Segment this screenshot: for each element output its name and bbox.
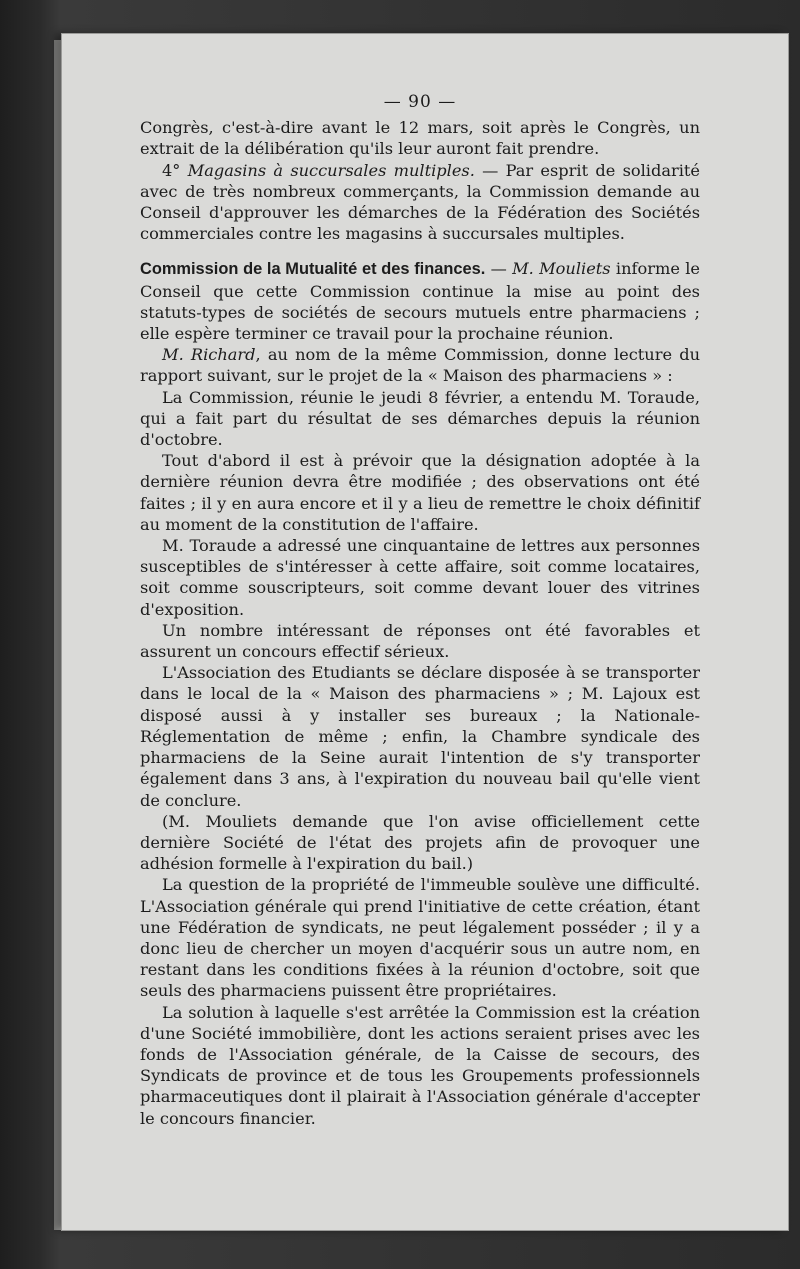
section-heading: Commission de la Mutualité et des finances. bbox=[140, 260, 486, 279]
page-text bbox=[140, 92, 700, 1129]
paragraph-4-speaker: M. Richard bbox=[162, 345, 256, 365]
section-paragraph bbox=[140, 258, 700, 344]
paragraph-4 bbox=[140, 344, 700, 386]
item-title: Magasins à succursales multiples. bbox=[187, 160, 475, 180]
section-dash: — bbox=[485, 259, 513, 279]
paragraph-11: La question de la propriété de l'immeuble soulève une difficulté. L'Association générale qui prend l'initiative de cette création, étant une Fédération de syndicats, ne peut légalement posséder ; il y a donc lieu de chercher un moyen d'acquérir sous un autre nom, en restant dans les conditions fixées à la réunion d'octobre, soit que seuls des pharmaciens puissent être propriétaires. bbox=[140, 875, 700, 1001]
item-text: — Par esprit de solidarité avec de très nombreux commerçants, la Commission demande au Conseil d'approuver les démarches de la Fédération des Sociétés commerciales contre les magasins à succursales multiples. bbox=[140, 160, 700, 244]
paragraph-6: Tout d'abord il est à prévoir que la désignation adoptée à la dernière réunion devra être modifiée ; des observations ont été faites ; il y en aura encore et il y a lieu de remettre le choix définitif au moment de la constitution de l'affaire. bbox=[140, 451, 700, 534]
item-number: 4° bbox=[162, 160, 188, 180]
paragraph-12: La solution à laquelle s'est arrêtée la Commission est la création d'une Société immobilière, dont les actions seraient prises avec les fonds de l'Association générale, de la Caisse de secours, des Syndicats de province et de tous les Groupements professionnels pharmaceutiques dont il plairait à l'Association générale d'accepter le concours financier. bbox=[140, 1002, 700, 1128]
paragraph-10: (M. Mouliets demande que l'on avise officiellement cette dernière Société de l'état des projets afin de provoquer une adhésion formelle à l'expiration du bail.) bbox=[140, 811, 700, 874]
paragraph-5: La Commission, réunie le jeudi 8 février, a entendu M. Toraude, qui a fait part du résultat de ses démarches depuis la réunion d'octobre. bbox=[140, 387, 700, 450]
paragraph-2 bbox=[140, 160, 700, 245]
paragraph-9: L'Association des Etudiants se déclare disposée à se transporter dans le local de la « Maison des pharmaciens » ; M. Lajoux est disposé aussi à y installer ses bureaux ; la Nationale-Réglementation de même ; enfin, la Chambre syndicale des pharmaciens de la Seine aurait l'intention de s'y transporter également dans 3 ans, à l'expiration du nouveau bail qu'elle vient de conclure. bbox=[140, 663, 700, 810]
paragraph-1: Congrès, c'est-à-dire avant le 12 mars, soit après le Congrès, un extrait de la délibération qu'ils leur auront fait prendre. bbox=[140, 118, 700, 159]
paragraph-7: M. Toraude a adressé une cinquantaine de lettres aux personnes susceptibles de s'intéresser à cette affaire, soit comme locataires, soit comme souscripteurs, soit comme devant louer des vitrines d'exposition. bbox=[140, 536, 700, 619]
section-speaker: M. Mouliets bbox=[512, 259, 611, 279]
paragraph-4-text: , au nom de la même Commission, donne lecture du rapport suivant, sur le projet de la « Maison des pharmaciens » : bbox=[140, 345, 700, 386]
section-text: informe le Conseil que cette Commission continue la mise au point des statuts-types de sociétés de secours mutuels entre pharmaciens ; elle espère terminer ce travail pour la prochaine réunion. bbox=[140, 259, 700, 344]
paragraph-8: Un nombre intéressant de réponses ont été favorables et assurent un concours effectif sérieux. bbox=[140, 620, 700, 662]
page-number: — 90 — bbox=[383, 92, 457, 112]
